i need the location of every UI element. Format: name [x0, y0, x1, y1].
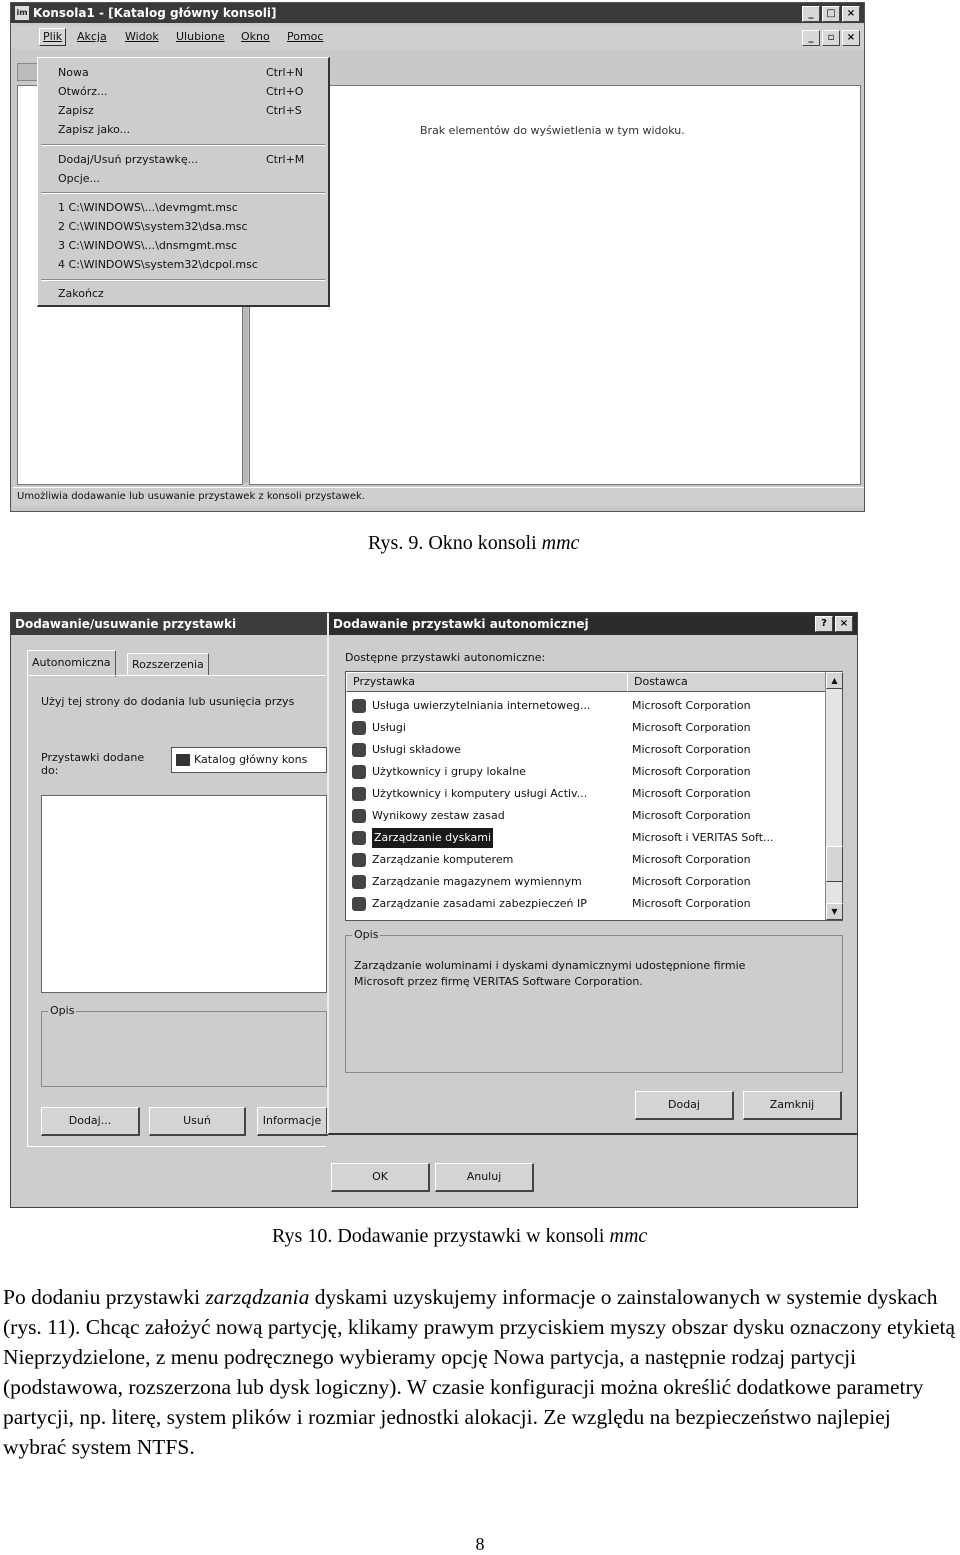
menu-item-nowa[interactable]: Nowa Ctrl+N [58, 66, 304, 79]
back-dialog-title: Dodawanie/usuwanie przystawki [11, 613, 331, 635]
front-description-group: Opis Zarządzanie woluminami i dyskami dynamicznymi udostępnione firmie Microsoft przez firmę VERITAS Software Corporation. [345, 935, 843, 1073]
menu-okno[interactable]: Okno [241, 30, 270, 43]
snapin-row[interactable] [346, 850, 824, 870]
column-header-dostawca[interactable]: Dostawca [627, 672, 827, 692]
menu-plik[interactable]: Plik [39, 28, 66, 46]
menu-item-opcje[interactable]: Opcje... [58, 172, 101, 185]
snapin-row[interactable] [346, 784, 824, 804]
empty-view-message: Brak elementów do wyświetlenia w tym widoku. [420, 124, 685, 137]
snapin-icon [352, 743, 366, 757]
menu-separator [41, 144, 325, 146]
snapin-vendor: Microsoft i VERITAS Soft... [632, 831, 774, 844]
snapin-description: Zarządzanie woluminami i dyskami dynamicznymi udostępnione firmie Microsoft przez firmę VERITAS Software Corporation. [354, 959, 746, 988]
snapin-icon [352, 853, 366, 867]
cancel-button[interactable]: Anuluj [435, 1163, 534, 1192]
added-snapins-list[interactable] [41, 795, 327, 993]
snapin-row[interactable] [346, 696, 824, 716]
front-dialog-title: Dodawanie przystawki autonomicznej ? × [329, 613, 857, 635]
snapin-row[interactable] [346, 762, 824, 782]
snapin-icon [352, 809, 366, 823]
help-icon[interactable]: ? [815, 616, 833, 632]
snapin-icon [352, 897, 366, 911]
menu-bar [11, 25, 864, 49]
snapin-row[interactable] [346, 894, 824, 914]
mdi-minimize-icon[interactable]: _ [802, 30, 820, 46]
snapin-name: Wynikowy zestaw zasad [372, 809, 505, 822]
scroll-up-icon[interactable]: ▲ [826, 672, 843, 689]
menu-item-zapisz-jako[interactable]: Zapisz jako... [58, 123, 131, 136]
snapin-icon [352, 721, 366, 735]
snapin-name: Usługa uwierzytelniania internetoweg... [372, 699, 591, 712]
mdi-close-icon[interactable]: × [842, 30, 860, 46]
snapin-name: Zarządzanie komputerem [372, 853, 514, 866]
menu-pomoc[interactable]: Pomoc [287, 30, 324, 43]
snapin-name: Usługi [372, 721, 406, 734]
maximize-icon[interactable]: □ [822, 6, 840, 22]
menu-item-recent-1[interactable]: 1 C:\WINDOWS\...\devmgmt.msc [58, 201, 238, 214]
menu-ulubione[interactable]: Ulubione [176, 30, 225, 43]
tab-autonomiczna[interactable]: Autonomiczna [27, 650, 116, 677]
scroll-thumb[interactable] [826, 846, 843, 882]
menu-item-recent-2[interactable]: 2 C:\WINDOWS\system32\dsa.msc [58, 220, 248, 233]
app-icon: im [15, 6, 29, 20]
toolbar-back-icon[interactable] [17, 63, 39, 81]
body-paragraph: Po dodaniu przystawki zarządzania dyskami uzyskujemy informacje o zainstalowanych w systemie dyskach (rys. 11). Chcąc założyć nową partycję, klikamy prawym przyciskiem myszy obszar dysku oznaczony etykietą Nieprzydzielone, z menu podręcznego wybieramy opcję Nowa partycja, a następnie rodzaj partycji (podstawowa, rozszerzona lub dysk logiczny). W czasie konfiguracji można określić dodatkowe parametry partycji, np. literę, system plików i rozmiar jednostki alokacji. Ze względu na bezpieczeństwo najlepiej wybrać system NTFS. [3, 1285, 956, 1459]
add-standalone-snapin-dialog [327, 613, 857, 1135]
snapin-name: Zarządzanie dyskami [372, 828, 493, 848]
menu-item-recent-4[interactable]: 4 C:\WINDOWS\system32\dcpol.msc [58, 258, 258, 271]
snapin-row[interactable] [346, 872, 824, 892]
remove-button[interactable]: Usuń [149, 1107, 246, 1136]
snapin-icon [352, 787, 366, 801]
tab-rozszerzenia[interactable]: Rozszerzenia [127, 653, 209, 676]
result-pane [249, 85, 861, 485]
add-button[interactable]: Dodaj... [41, 1107, 140, 1136]
figure-9-caption: Rys. 9. Okno konsoli mmc [368, 532, 580, 554]
snapin-vendor: Microsoft Corporation [632, 897, 751, 910]
snapin-vendor: Microsoft Corporation [632, 765, 751, 778]
snapin-name: Zarządzanie magazynem wymiennym [372, 875, 582, 888]
mdi-restore-icon[interactable]: ▫ [822, 30, 840, 46]
snapin-vendor: Microsoft Corporation [632, 787, 751, 800]
list-scrollbar[interactable] [825, 672, 842, 920]
snapin-row[interactable] [346, 806, 824, 826]
snapin-name: Zarządzanie zasadami zabezpieczeń IP [372, 897, 587, 910]
menu-akcja[interactable]: Akcja [77, 30, 107, 43]
added-to-select[interactable]: Katalog główny kons [171, 747, 327, 773]
snapin-row[interactable] [346, 828, 824, 848]
added-to-label: Przystawki dodane do: [41, 751, 145, 777]
snapin-icon [352, 831, 366, 845]
folder-icon [176, 754, 190, 766]
snapin-icon [352, 875, 366, 889]
available-snapins-label: Dostępne przystawki autonomiczne: [345, 651, 546, 664]
add-snapin-screenshot [10, 612, 858, 1208]
menu-separator [41, 192, 325, 194]
snapin-name: Usługi składowe [372, 743, 461, 756]
instruction-text: Użyj tej strony do dodania lub usunięcia przys [41, 695, 295, 708]
window-titlebar [11, 3, 864, 23]
snapin-row[interactable] [346, 740, 824, 760]
info-button[interactable]: Informacje [257, 1107, 328, 1136]
snapin-name: Użytkownicy i komputery usługi Activ... [372, 787, 588, 800]
snapin-vendor: Microsoft Corporation [632, 743, 751, 756]
close-icon[interactable]: × [842, 6, 860, 22]
page-number: 8 [475, 1534, 485, 1554]
menu-item-zakoncz[interactable]: Zakończ [58, 287, 104, 300]
snapin-vendor: Microsoft Corporation [632, 699, 751, 712]
menu-item-otworz[interactable]: Otwórz... Ctrl+O [58, 85, 304, 98]
column-header-przystawka[interactable]: Przystawka [346, 672, 628, 692]
figure-10-caption: Rys 10. Dodawanie przystawki w konsoli mmc [272, 1225, 648, 1247]
snapin-vendor: Microsoft Corporation [632, 809, 751, 822]
menu-item-recent-3[interactable]: 3 C:\WINDOWS\...\dnsmgmt.msc [58, 239, 238, 252]
snapin-vendor: Microsoft Corporation [632, 721, 751, 734]
snapin-vendor: Microsoft Corporation [632, 853, 751, 866]
menu-item-zapisz[interactable]: Zapisz Ctrl+S [58, 104, 302, 117]
snapin-icon [352, 765, 366, 779]
mmc-console-screenshot [10, 2, 865, 512]
status-bar: Umożliwia dodawanie lub usuwanie przystawek z konsoli przystawek. [13, 487, 864, 506]
file-menu-dropdown [37, 57, 330, 307]
snapin-vendor: Microsoft Corporation [632, 875, 751, 888]
close-icon[interactable]: × [835, 616, 853, 632]
minimize-icon[interactable]: _ [802, 6, 820, 22]
scroll-down-icon[interactable]: ▼ [826, 903, 843, 920]
snapin-name: Użytkownicy i grupy lokalne [372, 765, 526, 778]
back-description-group: Opis [41, 1011, 327, 1087]
add-snapin-button[interactable]: Dodaj [635, 1091, 734, 1120]
menu-widok[interactable]: Widok [125, 30, 159, 43]
close-dialog-button[interactable]: Zamknij [743, 1091, 842, 1120]
window-title: Konsola1 - [Katalog główny konsoli] [33, 6, 277, 20]
ok-button[interactable]: OK [331, 1163, 430, 1192]
snapin-list[interactable] [345, 671, 843, 921]
snapin-icon [352, 699, 366, 713]
menu-separator [41, 279, 325, 281]
menu-item-dodaj-usun-przystawke[interactable]: Dodaj/Usuń przystawkę... Ctrl+M [58, 153, 305, 166]
snapin-row[interactable] [346, 718, 824, 738]
